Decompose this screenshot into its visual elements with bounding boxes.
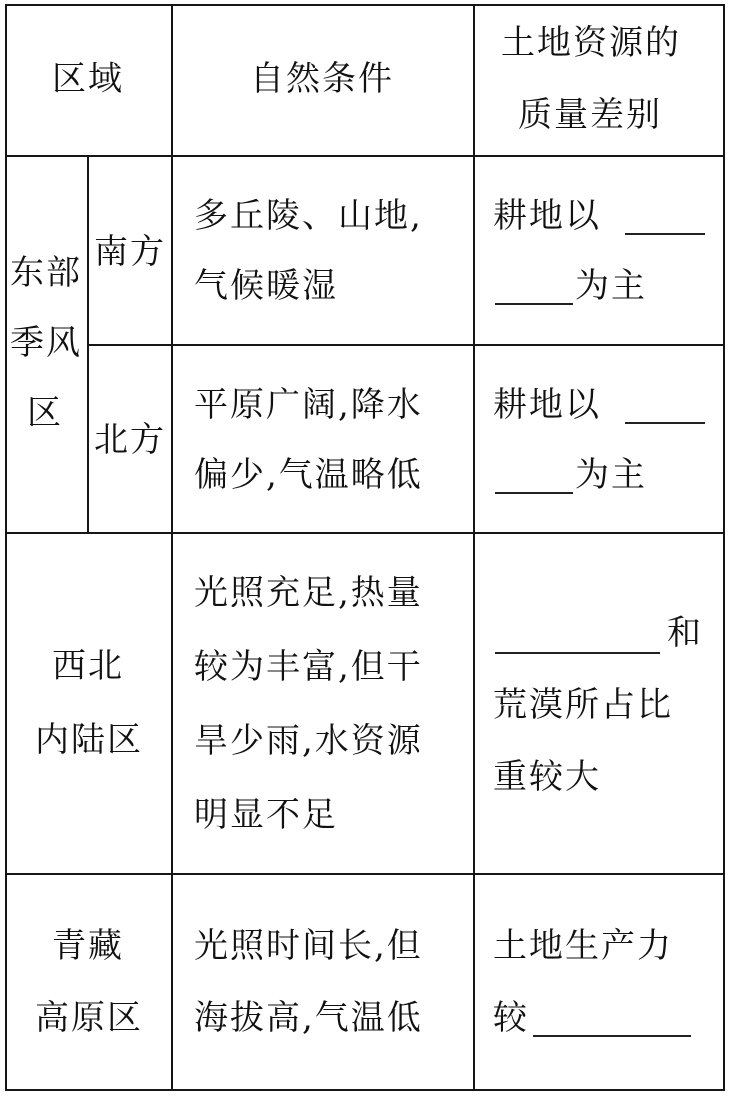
northwest-answer-blank bbox=[495, 652, 660, 654]
north-label: 北方 bbox=[94, 420, 166, 460]
row-rule-east-northwest bbox=[5, 532, 725, 534]
south-quality-line2: 为主 bbox=[575, 266, 647, 306]
row-rule-south-north bbox=[87, 344, 725, 346]
land-resources-table bbox=[5, 4, 725, 1091]
row-rule-northwest-tibet bbox=[5, 873, 725, 875]
north-answer-blank-1 bbox=[625, 422, 705, 424]
tibet-quality-line1: 土地生产力 bbox=[493, 926, 673, 966]
eastern-group-line3: 区 bbox=[27, 393, 63, 433]
tibet-conditions-line1: 光照时间长,但 bbox=[194, 926, 423, 966]
column-rule-conditions bbox=[473, 4, 475, 1091]
south-conditions-line2: 气候暖湿 bbox=[194, 266, 338, 306]
south-answer-blank-2 bbox=[495, 303, 573, 305]
header-conditions: 自然条件 bbox=[250, 59, 394, 99]
tibet-answer-blank bbox=[533, 1035, 691, 1037]
tibet-conditions-line2: 海拔高,气温低 bbox=[194, 998, 423, 1038]
south-quality-line1: 耕地以 bbox=[493, 196, 601, 236]
eastern-group-line2: 季风 bbox=[10, 323, 82, 363]
header-quality-line1: 土地资源的 bbox=[501, 23, 681, 63]
south-conditions-line1: 多丘陵、山地, bbox=[194, 196, 423, 236]
north-conditions-line1: 平原广阔,降水 bbox=[194, 385, 423, 425]
northwest-conditions-line2: 较为丰富,但干 bbox=[194, 647, 423, 687]
column-rule-region bbox=[171, 4, 173, 1091]
row-rule-header bbox=[5, 155, 725, 157]
northwest-conditions-line1: 光照充足,热量 bbox=[194, 573, 423, 613]
header-region: 区域 bbox=[52, 59, 124, 99]
eastern-group-line1: 东部 bbox=[10, 253, 82, 293]
northwest-quality-line2: 荒漠所占比 bbox=[493, 685, 673, 725]
northwest-region-line1: 西北 bbox=[52, 646, 124, 686]
northwest-conditions-line4: 明显不足 bbox=[194, 795, 338, 835]
north-answer-blank-2 bbox=[495, 492, 573, 494]
tibet-region-line1: 青藏 bbox=[52, 926, 124, 966]
table-border-bottom bbox=[5, 1089, 725, 1091]
header-quality-line2: 质量差别 bbox=[518, 95, 662, 135]
northwest-region-line2: 内陆区 bbox=[35, 720, 143, 760]
south-label: 南方 bbox=[94, 232, 166, 272]
northwest-quality-line1: 和 bbox=[667, 613, 703, 653]
table-border-left bbox=[5, 4, 7, 1091]
north-quality-line1: 耕地以 bbox=[493, 385, 601, 425]
north-conditions-line2: 偏少,气温略低 bbox=[194, 455, 423, 495]
south-answer-blank-1 bbox=[625, 233, 705, 235]
tibet-region-line2: 高原区 bbox=[35, 998, 143, 1038]
table-border-top bbox=[5, 4, 725, 6]
northwest-conditions-line3: 旱少雨,水资源 bbox=[194, 721, 423, 761]
northwest-quality-line3: 重较大 bbox=[493, 757, 601, 797]
tibet-quality-line2: 较 bbox=[493, 998, 529, 1038]
table-border-right bbox=[723, 4, 725, 1091]
north-quality-line2: 为主 bbox=[575, 455, 647, 495]
